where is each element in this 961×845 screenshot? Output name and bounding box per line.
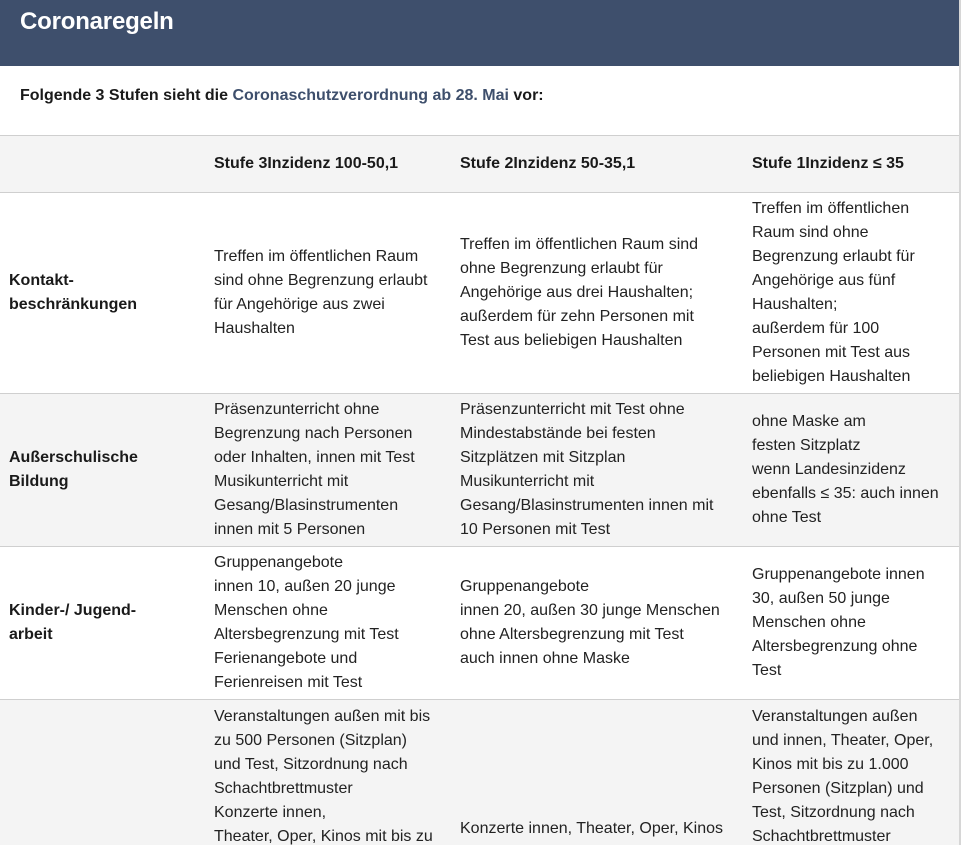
cell-text-line: Personen mit Test aus xyxy=(752,344,911,361)
cell-text-line: Präsenzunterricht mit Test ohne xyxy=(460,401,685,418)
table-cell xyxy=(206,700,452,845)
cell-text-line: Musikunterricht mit xyxy=(460,473,595,490)
cell-text-line: wenn Landesinzidenz xyxy=(752,461,906,478)
cell-text-line: für Angehörige aus zwei xyxy=(214,296,385,313)
cell-text-line: Gruppenangebote xyxy=(214,554,343,571)
table-cell xyxy=(206,394,452,547)
cell-text-line: innen 20, außen 30 junge Menschen xyxy=(460,602,720,619)
cell-text-line: Menschen ohne xyxy=(752,614,866,631)
cell-text-line: ebenfalls ≤ 35: auch innen xyxy=(752,485,939,502)
cell-text-line: innen mit 5 Personen xyxy=(214,521,366,538)
table-row xyxy=(0,394,959,547)
cell-text-line: Außerschulische xyxy=(9,449,138,466)
cell-text-line: Test, Sitzordnung nach xyxy=(752,804,915,821)
cell-text-line: auch innen ohne Maske xyxy=(460,650,630,667)
inzidenz-label: Inzidenz 50-35,1 xyxy=(513,155,636,172)
table-cell xyxy=(744,394,959,547)
cell-text-line: Altersbegrenzung mit Test xyxy=(214,626,399,643)
cell-text-line: Angehörige aus drei Haushalten; xyxy=(460,284,694,301)
cell-text-line: oder Inhalten, innen mit Test xyxy=(214,449,415,466)
cell-text-line: Raum sind ohne xyxy=(752,224,869,241)
cell-text-line: Sitzplätzen mit Sitzplan xyxy=(460,449,626,466)
verordnung-link[interactable]: Coronaschutzverordnung ab 28. Mai xyxy=(232,87,509,104)
cell-text-line: ohne Altersbegrenzung mit Test xyxy=(460,626,684,643)
inzidenz-label: Inzidenz ≤ 35 xyxy=(805,155,904,172)
inzidenz-label: Inzidenz 100-50,1 xyxy=(267,155,399,172)
cell-text-line: ohne Begrenzung erlaubt für xyxy=(460,260,663,277)
row-label xyxy=(0,700,206,845)
cell-text-line: Ferienreisen mit Test xyxy=(214,674,363,691)
cell-text-line: Test aus beliebigen Haushalten xyxy=(460,332,683,349)
table-cell xyxy=(206,193,452,394)
table-row xyxy=(0,547,959,700)
table-cell xyxy=(452,193,744,394)
table-cell xyxy=(744,193,959,394)
cell-text-line: beschränkungen xyxy=(9,296,138,313)
cell-text-line: Angehörige aus fünf xyxy=(752,272,896,289)
cell-text-line: Haushalten; xyxy=(752,296,838,313)
cell-text-line: Ferienangebote und xyxy=(214,650,358,667)
stufe-label: Stufe 3 xyxy=(214,155,268,172)
table-cell xyxy=(206,547,452,700)
cell-text-line: 10 Personen mit Test xyxy=(460,521,611,538)
table-cell xyxy=(452,700,744,845)
cell-text-line: Menschen ohne xyxy=(214,602,328,619)
cell-text-line: Schachtbrettmuster xyxy=(752,828,891,845)
header-empty-cell xyxy=(0,136,206,193)
cell-text-line: Begrenzung nach Personen xyxy=(214,425,413,442)
cell-text-line: Treffen im öffentlichen Raum sind xyxy=(460,236,699,253)
cell-text-line: Kinos mit bis zu 1.000 xyxy=(752,756,909,773)
intro-text xyxy=(20,87,544,105)
cell-text-line: Veranstaltungen außen mit bis xyxy=(214,708,431,725)
cell-text-line: Veranstaltungen außen xyxy=(752,708,918,725)
row-label xyxy=(0,193,206,394)
cell-text-line: Schachtbrettmuster xyxy=(214,780,353,797)
cell-text-line: Kontakt- xyxy=(9,272,74,289)
cell-text-line: Test xyxy=(752,662,782,679)
cell-text-line: beliebigen Haushalten xyxy=(752,368,911,385)
cell-text-line: ohne Test xyxy=(752,509,822,526)
cell-text-line: Gesang/Blasinstrumenten xyxy=(214,497,399,514)
cell-text-line: und innen, Theater, Oper, xyxy=(752,732,934,749)
cell-text-line: zu 500 Personen (Sitzplan) xyxy=(214,732,407,749)
page-header xyxy=(0,0,959,66)
cell-text-line: Präsenzunterricht ohne xyxy=(214,401,380,418)
cell-text-line: Gesang/Blasinstrumenten innen mit xyxy=(460,497,714,514)
cell-text-line: Gruppenangebote innen xyxy=(752,566,925,583)
intro-suffix: vor: xyxy=(508,87,544,104)
cell-text-line: arbeit xyxy=(9,626,53,643)
cell-text-line: Konzerte innen, Theater, Oper, Kinos xyxy=(460,820,723,837)
cell-text-line: festen Sitzplatz xyxy=(752,437,861,454)
stufe-label: Stufe 2 xyxy=(460,155,514,172)
row-label xyxy=(0,547,206,700)
table-row xyxy=(0,700,959,845)
cell-text-line: außerdem für zehn Personen mit xyxy=(460,308,694,325)
intro-prefix: Folgende 3 Stufen sieht die xyxy=(20,87,233,104)
header-stufe-1 xyxy=(744,136,959,193)
cell-text-line: Kinder-/ Jugend- xyxy=(9,602,137,619)
table-cell xyxy=(744,700,959,845)
cell-text-line: Haushalten xyxy=(214,320,295,337)
cell-text-line: sind ohne Begrenzung erlaubt xyxy=(214,272,428,289)
table-cell xyxy=(452,394,744,547)
cell-text-line: innen 10, außen 20 junge xyxy=(214,578,396,595)
table-cell xyxy=(744,547,959,700)
cell-text-line: Konzerte innen, xyxy=(214,804,327,821)
cell-text-line: Begrenzung erlaubt für xyxy=(752,248,915,265)
stufe-label: Stufe 1 xyxy=(752,155,806,172)
cell-text-line: außerdem für 100 xyxy=(752,320,880,337)
table-header-row xyxy=(0,136,959,193)
cell-text-line: 30, außen 50 junge xyxy=(752,590,890,607)
table-cell xyxy=(452,547,744,700)
cell-text-line: Bildung xyxy=(9,473,69,490)
row-label xyxy=(0,394,206,547)
cell-text-line: Musikunterricht mit xyxy=(214,473,349,490)
stufen-table xyxy=(0,135,959,845)
table-row xyxy=(0,193,959,394)
header-stufe-3 xyxy=(206,136,452,193)
cell-text-line: Theater, Oper, Kinos mit bis zu xyxy=(214,828,433,845)
cell-text-line: Treffen im öffentlichen xyxy=(752,200,910,217)
header-stufe-2 xyxy=(452,136,744,193)
cell-text-line: Personen (Sitzplan) und xyxy=(752,780,924,797)
cell-text-line: und Test, Sitzordnung nach xyxy=(214,756,408,773)
cell-text-line: Mindestabstände bei festen xyxy=(460,425,656,442)
cell-text-line: Treffen im öffentlichen Raum xyxy=(214,248,419,265)
cell-text-line: Altersbegrenzung ohne xyxy=(752,638,918,655)
cell-text-line: ohne Maske am xyxy=(752,413,866,430)
cell-text-line: Gruppenangebote xyxy=(460,578,589,595)
page-title: Coronaregeln xyxy=(20,8,174,35)
